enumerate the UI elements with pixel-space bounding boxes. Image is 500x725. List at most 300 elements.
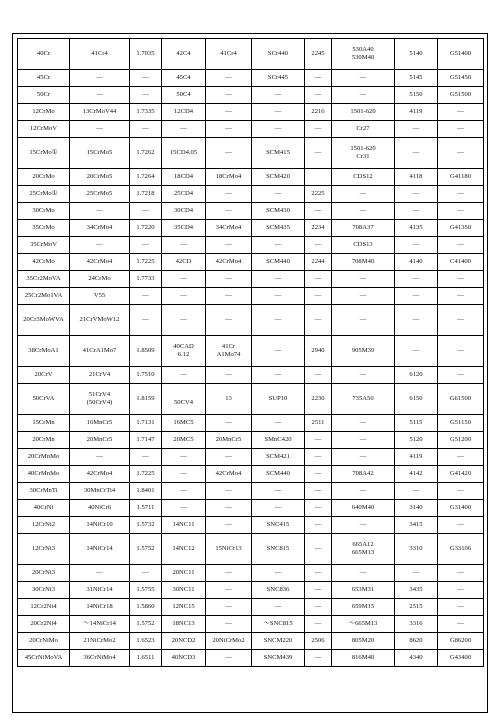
table-cell: — bbox=[206, 616, 252, 633]
table-cell: 14NC11 bbox=[162, 517, 206, 534]
table-cell: — bbox=[438, 138, 484, 169]
table-row bbox=[18, 39, 484, 70]
table-cell: 12CD4 bbox=[162, 104, 206, 121]
table-cell: SNC415 bbox=[252, 517, 305, 534]
table-cell: — bbox=[206, 599, 252, 616]
table-cell: — bbox=[206, 271, 252, 288]
table-cell: 20CrMnMo bbox=[18, 449, 70, 466]
table-cell: 20Cr2Ni4 bbox=[18, 616, 70, 633]
table-cell: — bbox=[305, 466, 332, 483]
table-cell: — bbox=[438, 517, 484, 534]
table-cell: 30MnCrTi4 bbox=[70, 483, 130, 500]
table-cell: — bbox=[332, 367, 395, 384]
table-cell: 3435 bbox=[395, 582, 438, 599]
table-cell: — bbox=[305, 203, 332, 220]
table-cell: 20NiCrMo2 bbox=[206, 633, 252, 650]
table-cell: — bbox=[395, 288, 438, 305]
table-cell: — bbox=[395, 565, 438, 582]
table-row bbox=[18, 220, 484, 237]
table-cell: — bbox=[206, 500, 252, 517]
table-cell: 20CrNi3 bbox=[18, 565, 70, 582]
table-cell: — bbox=[70, 70, 130, 87]
table-cell: — bbox=[252, 186, 305, 203]
table-cell bbox=[206, 336, 252, 367]
table-cell: 25Cr2Mo1VA bbox=[18, 288, 70, 305]
table-cell: 1.7510 bbox=[130, 367, 162, 384]
table-cell: — bbox=[252, 104, 305, 121]
table-cell: 20CrV bbox=[18, 367, 70, 384]
table-cell: 1501-620 bbox=[332, 104, 395, 121]
table-cell: 20CrMo bbox=[18, 169, 70, 186]
table-cell: — bbox=[332, 449, 395, 466]
table-cell: 708A42 bbox=[332, 466, 395, 483]
table-cell: 40CrMnMo bbox=[18, 466, 70, 483]
table-cell: SCM435 bbox=[252, 220, 305, 237]
table-cell: 45CrNiMoVA bbox=[18, 650, 70, 667]
table-row bbox=[18, 616, 484, 633]
table-row bbox=[18, 432, 484, 449]
table-cell: 2216 bbox=[305, 104, 332, 121]
table-cell: 4119 bbox=[395, 449, 438, 466]
table-cell: 20CrMn bbox=[18, 432, 70, 449]
table-cell: 45Cr bbox=[18, 70, 70, 87]
table-cell bbox=[70, 384, 130, 415]
table-cell: — bbox=[206, 288, 252, 305]
table-cell: 3310 bbox=[395, 534, 438, 565]
table-cell: — bbox=[305, 70, 332, 87]
table-cell: — bbox=[70, 565, 130, 582]
table-cell: — bbox=[162, 271, 206, 288]
table-cell: 12CrMoV bbox=[18, 121, 70, 138]
table-cell: — bbox=[206, 367, 252, 384]
table-cell: — bbox=[332, 186, 395, 203]
table-cell: — bbox=[206, 517, 252, 534]
table-cell-line: A1Mo74 bbox=[216, 351, 241, 358]
table-cell-line bbox=[163, 391, 204, 399]
table-cell: — bbox=[252, 565, 305, 582]
table-cell: — bbox=[438, 599, 484, 616]
table-cell: 16MnCr5 bbox=[70, 415, 130, 432]
table-cell: 24CrMo bbox=[70, 271, 130, 288]
table-row bbox=[18, 169, 484, 186]
table-cell: — bbox=[332, 305, 395, 336]
table-cell: 30NC11 bbox=[162, 582, 206, 599]
table-cell: — bbox=[332, 87, 395, 104]
table-cell: — bbox=[206, 203, 252, 220]
table-cell-line: 6.12 bbox=[177, 351, 190, 358]
table-cell-line: 51CrV4 bbox=[88, 390, 111, 398]
table-cell-line: 1501-620 bbox=[350, 144, 376, 152]
table-cell: — bbox=[332, 565, 395, 582]
table-cell: 1.7225 bbox=[130, 466, 162, 483]
table-cell: 20MnCr5 bbox=[70, 432, 130, 449]
table-cell: 12CrNi2 bbox=[18, 517, 70, 534]
table-cell-line: 40CAD bbox=[173, 342, 194, 350]
table-cell-line: 530M40 bbox=[351, 54, 375, 61]
table-row bbox=[18, 384, 484, 415]
table-cell: — bbox=[130, 288, 162, 305]
table-cell: 4118 bbox=[395, 169, 438, 186]
table-cell: — bbox=[395, 271, 438, 288]
table-cell: SUP10 bbox=[252, 384, 305, 415]
table-cell: — bbox=[206, 415, 252, 432]
table-cell: 41Cr4 bbox=[206, 39, 252, 70]
table-cell-line: Cr31 bbox=[356, 153, 370, 160]
table-cell: — bbox=[130, 203, 162, 220]
table-cell: — bbox=[438, 616, 484, 633]
table-cell: 1.8509 bbox=[130, 336, 162, 367]
table-cell: 1.6511 bbox=[130, 650, 162, 667]
table-cell: 1.6523 bbox=[130, 633, 162, 650]
table-cell: 1.7225 bbox=[130, 254, 162, 271]
table-cell: — bbox=[438, 565, 484, 582]
table-cell: 816M40 bbox=[332, 650, 395, 667]
table-cell: — bbox=[252, 336, 305, 367]
table-cell: — bbox=[332, 70, 395, 87]
table-cell: — bbox=[252, 367, 305, 384]
table-cell: 42C4 bbox=[162, 39, 206, 70]
table-cell: — bbox=[438, 237, 484, 254]
table-cell: 13CrMoV44 bbox=[70, 104, 130, 121]
table-cell: CDS13 bbox=[332, 237, 395, 254]
table-cell: — bbox=[305, 565, 332, 582]
table-cell: 20CrNiMo bbox=[18, 633, 70, 650]
table-cell: — bbox=[332, 288, 395, 305]
table-cell: — bbox=[252, 237, 305, 254]
table-row bbox=[18, 599, 484, 616]
table-cell: 42CD bbox=[162, 254, 206, 271]
table-cell-line: 665M13 bbox=[351, 549, 375, 556]
table-cell: — bbox=[206, 305, 252, 336]
table-cell: G86200 bbox=[438, 633, 484, 650]
table-cell: C41400 bbox=[438, 254, 484, 271]
table-cell: — bbox=[438, 121, 484, 138]
table-cell: — bbox=[305, 271, 332, 288]
table-cell: 20Cr3MoWVA bbox=[18, 305, 70, 336]
table-cell: 42CrMo4 bbox=[206, 254, 252, 271]
table-row bbox=[18, 121, 484, 138]
table-cell: 45C4 bbox=[162, 70, 206, 87]
table-cell: G41180 bbox=[438, 169, 484, 186]
table-cell: 40NiCr6 bbox=[70, 500, 130, 517]
table-cell: 12CrNi3 bbox=[18, 534, 70, 565]
table-cell: — bbox=[206, 138, 252, 169]
table-cell-line: 665A12 bbox=[352, 540, 374, 548]
table-cell: 40CrNi bbox=[18, 500, 70, 517]
table-cell: — bbox=[252, 500, 305, 517]
table-cell: — bbox=[438, 271, 484, 288]
table-cell: 659M15 bbox=[332, 599, 395, 616]
table-cell: 30CrMo bbox=[18, 203, 70, 220]
table-cell: G51150 bbox=[438, 415, 484, 432]
table-cell: 15NiCr13 bbox=[206, 534, 252, 565]
table-cell: 21CrV4 bbox=[70, 367, 130, 384]
table-cell bbox=[332, 39, 395, 70]
table-row bbox=[18, 449, 484, 466]
table-cell: 5115 bbox=[395, 415, 438, 432]
table-row bbox=[18, 138, 484, 169]
table-cell: 1.7335 bbox=[130, 104, 162, 121]
table-cell: — bbox=[395, 203, 438, 220]
table-cell: 35CrMoV bbox=[18, 237, 70, 254]
table-cell: — bbox=[305, 534, 332, 565]
table-cell: G51400 bbox=[438, 39, 484, 70]
table-cell: — bbox=[332, 517, 395, 534]
table-cell: 2234 bbox=[305, 220, 332, 237]
table-cell: 25CrMo① bbox=[18, 186, 70, 203]
table-cell: — bbox=[252, 271, 305, 288]
table-cell: 41CrA1Mo7 bbox=[70, 336, 130, 367]
table-cell: — bbox=[305, 599, 332, 616]
table-cell: — bbox=[130, 237, 162, 254]
table-cell: 15CD4.05 bbox=[162, 138, 206, 169]
table-cell: — bbox=[206, 237, 252, 254]
table-cell: — bbox=[438, 483, 484, 500]
table-cell: 4142 bbox=[395, 466, 438, 483]
table-cell: — bbox=[438, 449, 484, 466]
table-cell: — bbox=[252, 599, 305, 616]
table-cell: — bbox=[206, 87, 252, 104]
table-cell: 25CrMo5 bbox=[70, 186, 130, 203]
table-cell: 1.8159 bbox=[130, 384, 162, 415]
table-row bbox=[18, 336, 484, 367]
table-row bbox=[18, 517, 484, 534]
table-cell: — bbox=[305, 305, 332, 336]
table-cell: 3316 bbox=[395, 616, 438, 633]
table-cell: 2511 bbox=[305, 415, 332, 432]
table-cell: — bbox=[305, 500, 332, 517]
table-cell: — bbox=[162, 288, 206, 305]
table-cell: 2244 bbox=[305, 254, 332, 271]
table-cell: SCM440 bbox=[252, 466, 305, 483]
table-row bbox=[18, 367, 484, 384]
table-cell: — bbox=[438, 203, 484, 220]
table-row bbox=[18, 186, 484, 203]
table-cell: — bbox=[395, 138, 438, 169]
table-cell: Cr27 bbox=[332, 121, 395, 138]
table-cell: 735A50 bbox=[332, 384, 395, 415]
table-cell: 1.7733 bbox=[130, 271, 162, 288]
table-cell: 42CrMo4 bbox=[206, 466, 252, 483]
table-cell: G51200 bbox=[438, 432, 484, 449]
table-cell: — bbox=[332, 203, 395, 220]
table-cell: — bbox=[130, 449, 162, 466]
table-cell: 12CrMo bbox=[18, 104, 70, 121]
table-cell: — bbox=[332, 432, 395, 449]
table-cell: 20MnCr5 bbox=[206, 432, 252, 449]
table-cell: SCr445 bbox=[252, 70, 305, 87]
table-cell: — bbox=[438, 582, 484, 599]
table-cell: — bbox=[395, 121, 438, 138]
table-cell: — bbox=[438, 305, 484, 336]
table-cell: 20NC11 bbox=[162, 565, 206, 582]
table-cell: — bbox=[252, 288, 305, 305]
table-row bbox=[18, 104, 484, 121]
table-cell: — bbox=[162, 466, 206, 483]
table-cell: 50C4 bbox=[162, 87, 206, 104]
table-cell: G43400 bbox=[438, 650, 484, 667]
table-cell: — bbox=[130, 121, 162, 138]
table-cell: — bbox=[395, 237, 438, 254]
table-cell: 14NC12 bbox=[162, 534, 206, 565]
table-cell: — bbox=[206, 186, 252, 203]
table-cell: — bbox=[206, 104, 252, 121]
table-cell: 18NC13 bbox=[162, 616, 206, 633]
table-cell: — bbox=[162, 449, 206, 466]
table-cell: — bbox=[206, 565, 252, 582]
table-cell: — bbox=[438, 186, 484, 203]
table-row bbox=[18, 70, 484, 87]
table-cell: SCM421 bbox=[252, 449, 305, 466]
table-cell: 42CrMo4 bbox=[70, 466, 130, 483]
table-cell: — bbox=[438, 367, 484, 384]
table-cell: 41Cr4 bbox=[70, 39, 130, 70]
table-cell: 4140 bbox=[395, 254, 438, 271]
table-cell: V55 bbox=[70, 288, 130, 305]
table-cell: — bbox=[130, 87, 162, 104]
table-cell: SCM415 bbox=[252, 138, 305, 169]
table-cell: SCM440 bbox=[252, 254, 305, 271]
table-cell: 5140 bbox=[395, 39, 438, 70]
table-cell: — bbox=[70, 237, 130, 254]
table-cell: — bbox=[332, 271, 395, 288]
table-cell: 50CrVA bbox=[18, 384, 70, 415]
table-cell: — bbox=[252, 87, 305, 104]
table-row bbox=[18, 305, 484, 336]
table-cell: 1.7131 bbox=[130, 415, 162, 432]
table-cell: G41420 bbox=[438, 466, 484, 483]
table-cell: 40Cr bbox=[18, 39, 70, 70]
table-row bbox=[18, 483, 484, 500]
table-cell: — bbox=[305, 449, 332, 466]
table-cell: — bbox=[252, 415, 305, 432]
table-cell: 1.7262 bbox=[130, 138, 162, 169]
table-cell: 25CD4 bbox=[162, 186, 206, 203]
table-cell: — bbox=[130, 565, 162, 582]
table-cell: 1.7264 bbox=[130, 169, 162, 186]
table-cell: — bbox=[70, 87, 130, 104]
table-cell: 42CrMo bbox=[18, 254, 70, 271]
table-cell: G51500 bbox=[438, 87, 484, 104]
table-cell: — bbox=[162, 367, 206, 384]
table-cell bbox=[332, 138, 395, 169]
table-cell: G31400 bbox=[438, 500, 484, 517]
table-cell: 4119 bbox=[395, 104, 438, 121]
table-cell: — bbox=[252, 305, 305, 336]
table-cell: — bbox=[162, 237, 206, 254]
table-cell: 2245 bbox=[305, 39, 332, 70]
table-cell: — bbox=[305, 288, 332, 305]
table-cell: — bbox=[395, 305, 438, 336]
table-cell: — bbox=[395, 483, 438, 500]
table-cell: 3140 bbox=[395, 500, 438, 517]
table-cell: — bbox=[305, 121, 332, 138]
table-cell: 50Cr bbox=[18, 87, 70, 104]
table-cell: 2940 bbox=[305, 336, 332, 367]
table-row bbox=[18, 466, 484, 483]
table-cell: — bbox=[206, 650, 252, 667]
table-cell: 1.5860 bbox=[130, 599, 162, 616]
table-cell: 18CrMo4 bbox=[206, 169, 252, 186]
table-cell-line: (50CrV4) bbox=[86, 399, 113, 406]
table-cell: 15CrMn bbox=[18, 415, 70, 432]
table-row bbox=[18, 288, 484, 305]
table-cell: 30CrMnTi bbox=[18, 483, 70, 500]
table-cell: 34CrMo4 bbox=[70, 220, 130, 237]
table-cell: — bbox=[395, 186, 438, 203]
table-cell: 4340 bbox=[395, 650, 438, 667]
table-cell: 12Cr2Ni4 bbox=[18, 599, 70, 616]
table-cell bbox=[162, 384, 206, 415]
table-cell: — bbox=[305, 650, 332, 667]
table-cell: SNC836 bbox=[252, 582, 305, 599]
table-cell: 20CrMo5 bbox=[70, 169, 130, 186]
table-cell: — bbox=[438, 336, 484, 367]
table-cell: 708M40 bbox=[332, 254, 395, 271]
table-cell: 20MC5 bbox=[162, 432, 206, 449]
table-cell: G61500 bbox=[438, 384, 484, 415]
table-cell: 5150 bbox=[395, 87, 438, 104]
table-cell: 2225 bbox=[305, 186, 332, 203]
table-row bbox=[18, 582, 484, 599]
table-cell: 1.7147 bbox=[130, 432, 162, 449]
table-cell: — bbox=[206, 449, 252, 466]
table-cell bbox=[332, 534, 395, 565]
table-cell: 6150 bbox=[395, 384, 438, 415]
table-row bbox=[18, 254, 484, 271]
table-cell: — bbox=[162, 500, 206, 517]
table-cell: SCM420 bbox=[252, 169, 305, 186]
table-cell: 31NiCr14 bbox=[70, 582, 130, 599]
table-cell: — bbox=[130, 305, 162, 336]
table-row bbox=[18, 534, 484, 565]
table-cell: 1.5711 bbox=[130, 500, 162, 517]
steel-grade-comparison-table bbox=[17, 38, 484, 667]
table-cell: 40NCD3 bbox=[162, 650, 206, 667]
table-cell bbox=[305, 169, 332, 186]
table-row bbox=[18, 237, 484, 254]
table-cell: 14NiCr18 bbox=[70, 599, 130, 616]
table-cell: 36CrNiMo4 bbox=[70, 650, 130, 667]
table-cell: 35CrMo bbox=[18, 220, 70, 237]
table-cell: 1.7218 bbox=[130, 186, 162, 203]
table-cell: 1.5752 bbox=[130, 534, 162, 565]
table-cell: 640M40 bbox=[332, 500, 395, 517]
table-row bbox=[18, 633, 484, 650]
table-cell: 35Cr2MoVA bbox=[18, 271, 70, 288]
table-cell: 708A37 bbox=[332, 220, 395, 237]
table-cell: 15CrMo① bbox=[18, 138, 70, 169]
table-cell: — bbox=[332, 483, 395, 500]
table-cell: — bbox=[252, 483, 305, 500]
table-cell: — bbox=[438, 104, 484, 121]
table-cell: 14NiCr14 bbox=[70, 534, 130, 565]
table-cell: 1.7035 bbox=[130, 39, 162, 70]
table-cell: 805M20 bbox=[332, 633, 395, 650]
table-cell: — bbox=[305, 87, 332, 104]
table-cell: 1.5732 bbox=[130, 517, 162, 534]
table-cell: 4135 bbox=[395, 220, 438, 237]
table-row bbox=[18, 500, 484, 517]
table-cell: G41350 bbox=[438, 220, 484, 237]
table-cell: 35CD4 bbox=[162, 220, 206, 237]
table-cell: — bbox=[332, 415, 395, 432]
table-cell: 13 bbox=[206, 384, 252, 415]
table-cell-line: 50CV4 bbox=[173, 399, 194, 406]
table-cell: — bbox=[305, 517, 332, 534]
table-cell: — bbox=[70, 449, 130, 466]
table-cell: — bbox=[70, 203, 130, 220]
